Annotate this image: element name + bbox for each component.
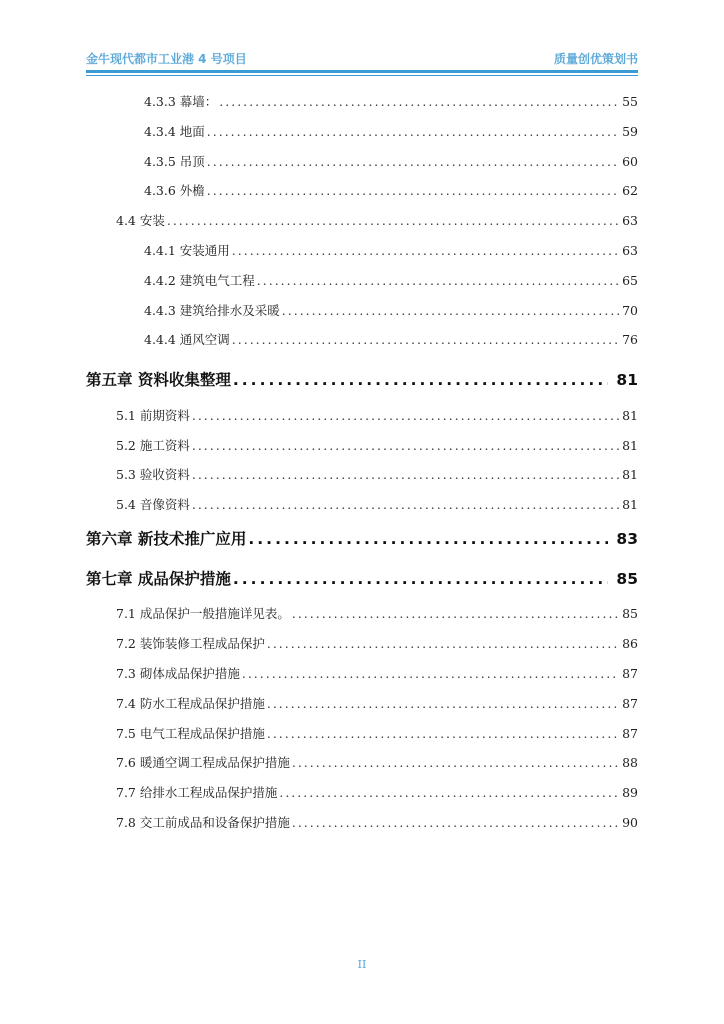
- header-document-title: 质量创优策划书: [553, 52, 638, 66]
- header-project-title: 金牛现代都市工业港 4 号项目: [86, 52, 247, 66]
- toc-entry-label: 4.4.2 建筑电气工程: [144, 272, 255, 288]
- toc-entry-page: 60: [622, 153, 638, 169]
- toc-entry-label: 第七章 成品保护措施: [86, 569, 231, 588]
- toc-entry-label: 7.7 给排水工程成品保护措施: [116, 785, 278, 801]
- toc-entry-page: 83: [616, 530, 638, 549]
- toc-entry-label: 5.2 施工资料: [116, 437, 190, 453]
- toc-entry-label: 4.3.5 吊顶: [144, 153, 205, 169]
- toc-entry[interactable]: [86, 719, 638, 749]
- toc-entry-label: 7.5 电气工程成品保护措施: [116, 725, 265, 741]
- toc-entry-page: 62: [622, 183, 638, 199]
- toc-leader-dots: [292, 748, 619, 778]
- toc-entry[interactable]: [86, 325, 638, 355]
- toc-entry-page: 55: [622, 94, 638, 109]
- toc-entry-page: 76: [622, 332, 638, 348]
- page-header: [86, 50, 638, 68]
- toc-entry[interactable]: [86, 748, 638, 778]
- toc-entry-page: 63: [622, 242, 638, 258]
- toc-leader-dots: [292, 599, 619, 629]
- toc-entry[interactable]: [86, 296, 638, 326]
- toc-chapter-entry[interactable]: [86, 520, 638, 560]
- toc-entry-label: 4.4.3 建筑给排水及采暖: [144, 302, 280, 318]
- toc-entry-page: 85: [622, 606, 638, 622]
- toc-leader-dots: [267, 629, 619, 659]
- toc-chapter-entry[interactable]: [86, 361, 638, 401]
- toc-leader-dots: [219, 87, 619, 117]
- toc-entry[interactable]: [86, 431, 638, 461]
- toc-entry[interactable]: [86, 176, 638, 206]
- toc-leader-dots: [292, 808, 619, 838]
- toc-entry-page: 90: [622, 815, 638, 830]
- toc-entry-label: 7.8 交工前成品和设备保护措施: [116, 815, 290, 830]
- toc-entry[interactable]: [86, 117, 638, 147]
- toc-leader-dots: [232, 236, 619, 266]
- toc-leader-dots: [192, 460, 619, 490]
- header-rule-thin: [86, 75, 638, 76]
- toc-entry[interactable]: [86, 629, 638, 659]
- toc-leader-dots: [207, 147, 619, 177]
- toc-entry-page: 88: [622, 755, 638, 771]
- toc-entry-label: 4.4 安装: [116, 213, 165, 229]
- toc-entry-page: 81: [622, 467, 638, 483]
- toc-entry[interactable]: [86, 147, 638, 177]
- toc-entry-label: 7.6 暖通空调工程成品保护措施: [116, 755, 290, 771]
- toc-entry[interactable]: [86, 236, 638, 266]
- toc-entry[interactable]: [86, 266, 638, 296]
- toc-entry-page: 86: [622, 636, 638, 652]
- header-rule: [86, 70, 638, 73]
- toc-entry[interactable]: [86, 206, 638, 236]
- toc-leader-dots: [192, 401, 619, 431]
- toc-chapter-entry[interactable]: [86, 560, 638, 600]
- toc-leader-dots: [167, 206, 619, 236]
- toc-leader-dots: [257, 266, 619, 296]
- toc-entry-label: 4.3.4 地面: [144, 123, 205, 139]
- toc-leader-dots: [267, 689, 619, 719]
- toc-entry-label: 5.3 验收资料: [116, 467, 190, 483]
- toc-entry-label: 第六章 新技术推广应用: [86, 530, 247, 549]
- toc-entry-label: 7.4 防水工程成品保护措施: [116, 695, 265, 711]
- toc-leader-dots: [267, 719, 619, 749]
- toc-entry-label: 第五章 资料收集整理: [86, 371, 231, 390]
- toc-entry[interactable]: [86, 659, 638, 689]
- toc-entry-page: 59: [622, 123, 638, 139]
- toc-entry-label: 7.2 装饰装修工程成品保护: [116, 636, 265, 652]
- toc-entry-page: 81: [622, 497, 638, 513]
- toc-entry-page: 81: [616, 371, 638, 390]
- toc-leader-dots: [232, 325, 619, 355]
- toc-entry-label: 4.4.1 安装通用: [144, 242, 230, 258]
- toc-entry-page: 87: [622, 725, 638, 741]
- toc-entry-page: 87: [622, 666, 638, 682]
- toc-entry-label: 7.3 砌体成品保护措施: [116, 666, 240, 682]
- toc-entry[interactable]: [86, 778, 638, 808]
- toc-entry-page: 81: [622, 437, 638, 453]
- toc-entry-label: 4.3.3 幕墙：: [144, 94, 218, 109]
- toc-entry[interactable]: [86, 689, 638, 719]
- toc-entry-page: 89: [622, 785, 638, 801]
- toc-entry-page: 85: [616, 569, 638, 588]
- toc-entry-page: 87: [622, 695, 638, 711]
- toc-leader-dots: [233, 560, 609, 600]
- toc-leader-dots: [242, 659, 619, 689]
- toc-entry[interactable]: [86, 401, 638, 431]
- toc-entry-page: 63: [622, 213, 638, 229]
- toc-leader-dots: [192, 431, 619, 461]
- toc-entry-label: 5.1 前期资料: [116, 407, 190, 423]
- toc-leader-dots: [192, 490, 619, 520]
- toc-entry-label: 4.4.4 通风空调: [144, 332, 230, 348]
- toc-entry[interactable]: [86, 808, 638, 838]
- toc-entry-page: 81: [622, 407, 638, 423]
- toc-leader-dots: [233, 361, 609, 401]
- toc-leader-dots: [279, 778, 619, 808]
- toc-leader-dots: [207, 117, 619, 147]
- toc-entry-label: 4.3.6 外檐: [144, 183, 205, 199]
- toc-leader-dots: [282, 296, 619, 326]
- toc-entry-label: 5.4 音像资料: [116, 497, 190, 513]
- toc-leader-dots: [207, 176, 619, 206]
- toc-entry-page: 65: [622, 272, 638, 288]
- toc-entry[interactable]: [86, 460, 638, 490]
- footer-page-number: II: [357, 958, 367, 971]
- toc-entry-label: 7.1 成品保护一般措施详见表。: [116, 606, 290, 622]
- toc-entry[interactable]: [86, 87, 638, 117]
- toc-entry[interactable]: [86, 599, 638, 629]
- toc-entry-page: 70: [622, 302, 638, 318]
- toc-leader-dots: [248, 520, 608, 560]
- table-of-contents: [86, 87, 638, 838]
- toc-entry[interactable]: [86, 490, 638, 520]
